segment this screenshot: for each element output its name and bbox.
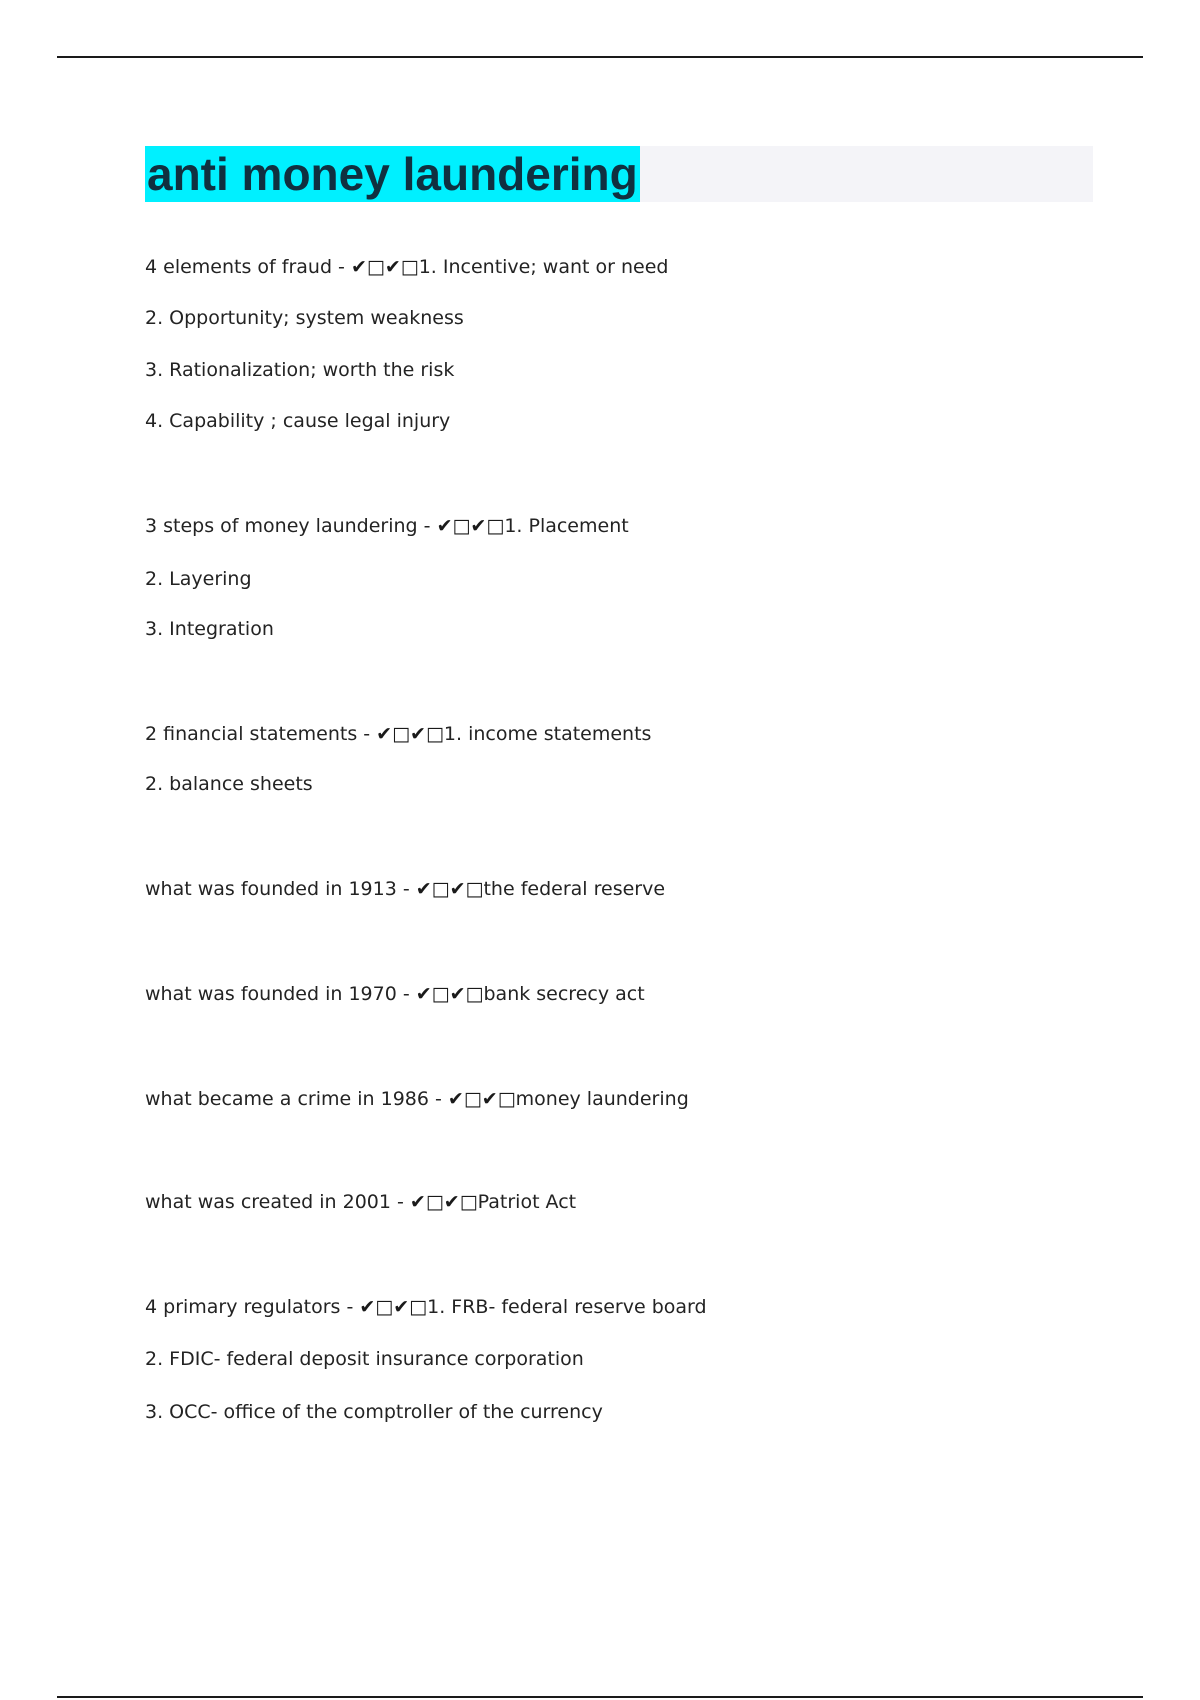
card-answer-line: 3. Rationalization; worth the risk: [145, 359, 455, 381]
check-marks-icon: ✔□✔□: [415, 983, 484, 1005]
card-answer: 1. Incentive; want or need: [418, 256, 669, 278]
check-marks-icon: ✔□✔□: [350, 256, 419, 278]
check-marks-icon: ✔□✔□: [415, 878, 484, 900]
card-question: what was founded in 1913 -: [145, 878, 416, 900]
card-answer: bank secrecy act: [483, 983, 645, 1005]
card-question-line: [145, 1294, 707, 1320]
card-answer-line: 2. balance sheets: [145, 773, 313, 795]
card-question-line: [145, 1189, 576, 1215]
card-answer-line: 4. Capability ; cause legal injury: [145, 410, 451, 432]
check-marks-icon: ✔□✔□: [436, 515, 505, 537]
document-title: anti money laundering: [147, 148, 638, 200]
card-question: 4 primary regulators -: [145, 1296, 360, 1318]
card-answer: 1. Placement: [504, 515, 629, 537]
check-marks-icon: ✔□✔□: [409, 1191, 478, 1213]
card-answer-line: 2. Opportunity; system weakness: [145, 307, 464, 329]
card-answer: money laundering: [515, 1088, 689, 1110]
card-answer-line: 2. FDIC- federal deposit insurance corporation: [145, 1348, 584, 1370]
card-question-line: [145, 513, 629, 539]
card-question: 4 elements of fraud -: [145, 256, 351, 278]
card-question: 2 financial statements -: [145, 723, 377, 745]
card-question-line: [145, 721, 651, 747]
check-marks-icon: ✔□✔□: [447, 1088, 516, 1110]
card-question-line: [145, 981, 645, 1007]
card-question-line: [145, 254, 668, 280]
card-question: what was created in 2001 -: [145, 1191, 410, 1213]
card-answer-line: 2. Layering: [145, 568, 252, 590]
bottom-rule: [57, 1696, 1143, 1698]
card-question-line: [145, 876, 665, 902]
card-question: what was founded in 1970 -: [145, 983, 416, 1005]
check-marks-icon: ✔□✔□: [376, 723, 444, 745]
card-answer: the federal reserve: [483, 878, 666, 900]
card-question-line: [145, 1086, 689, 1112]
card-answer-line: 3. OCC- office of the comptroller of the currency: [145, 1401, 603, 1423]
card-answer: Patriot Act: [477, 1191, 577, 1213]
top-rule: [57, 56, 1143, 58]
card-answer: 1. FRB- federal reserve board: [427, 1296, 707, 1318]
card-question: what became a crime in 1986 -: [145, 1088, 448, 1110]
check-marks-icon: ✔□✔□: [359, 1296, 428, 1318]
card-answer: 1. income statements: [443, 723, 652, 745]
card-question: 3 steps of money laundering -: [145, 515, 437, 537]
card-answer-line: 3. Integration: [145, 618, 274, 640]
